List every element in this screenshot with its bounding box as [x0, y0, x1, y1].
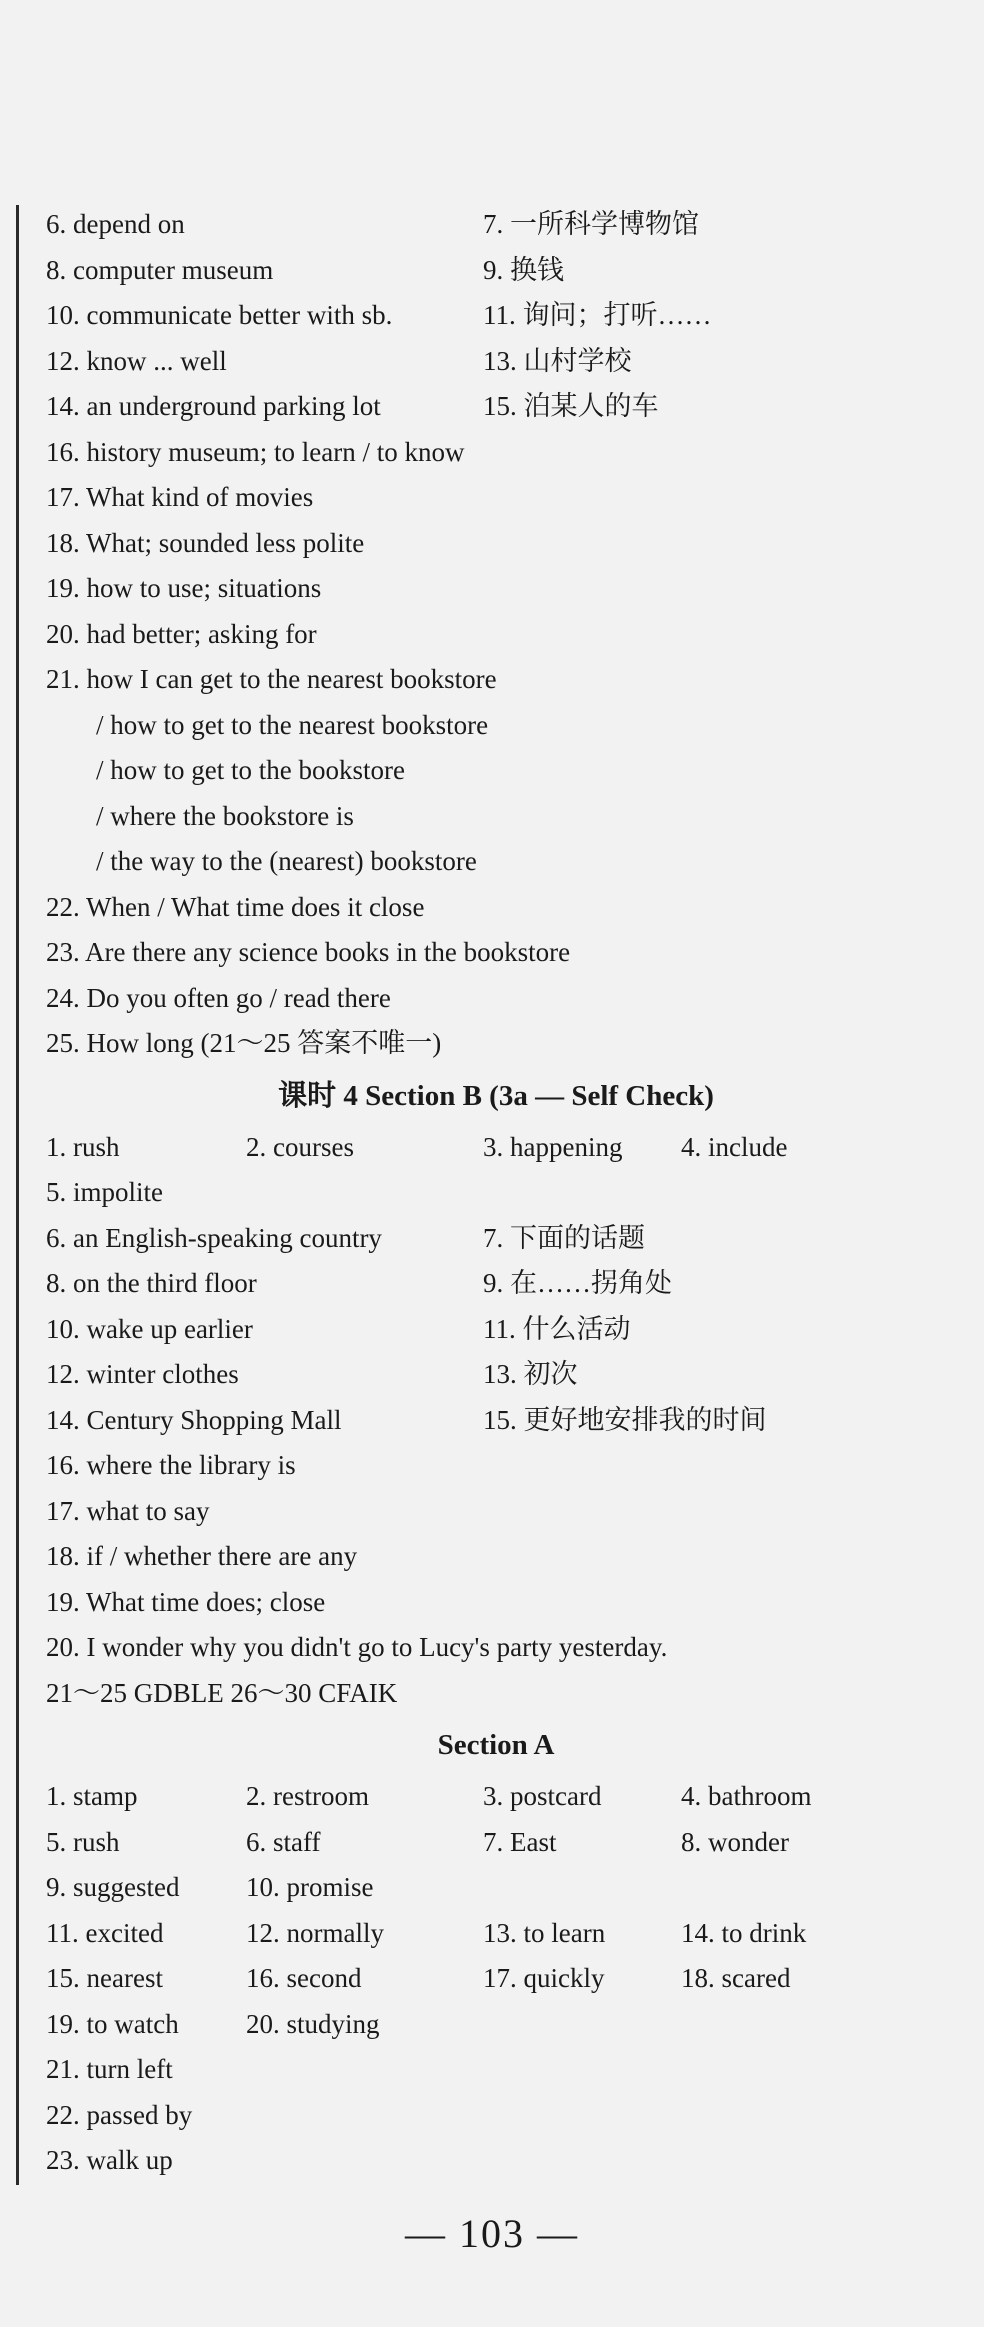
answer-item: 19. What time does; close: [46, 1586, 326, 1617]
answer-row: [46, 1820, 946, 1866]
answer-row: [46, 1125, 946, 1171]
answer-item: 14. to drink: [681, 1917, 807, 1948]
answer-item: 2. courses: [246, 1131, 354, 1162]
answer-item: 8. computer museum: [46, 254, 274, 285]
answer-item: 14. an underground parking lot: [46, 391, 381, 421]
answer-item: 7. 下面的话题: [483, 1222, 645, 1253]
answer-item: 19. how to use; situations: [46, 573, 322, 603]
answer-item: 21. turn left: [46, 2054, 173, 2084]
answer-row: [46, 1352, 946, 1398]
answer-item: 23. walk up: [46, 2145, 173, 2175]
answer-alt-row: [46, 703, 946, 749]
answer-item: 15. 更好地安排我的时间: [483, 1404, 767, 1435]
answer-item: 21. how I can get to the nearest bookstore: [46, 664, 497, 694]
answer-row: [46, 1021, 946, 1067]
answer-alternative: / the way to the (nearest) bookstore: [96, 846, 477, 876]
answer-item: 20. had better; asking for: [46, 618, 317, 649]
answer-item: 18. What; sounded less polite: [46, 527, 365, 558]
answer-item: 4. bathroom: [681, 1781, 812, 1811]
answer-alternative: / where the bookstore is: [96, 800, 354, 831]
answer-row: [46, 1307, 946, 1353]
answer-item: 12. winter clothes: [46, 1359, 239, 1389]
answer-row: [46, 1865, 946, 1911]
answer-item: 13. 初次: [483, 1359, 578, 1389]
answer-item: 7. East: [483, 1826, 557, 1857]
answer-item: 13. 山村学校: [483, 345, 632, 376]
answer-row: [46, 384, 946, 430]
answer-row: [46, 612, 946, 658]
answer-row: [46, 1671, 946, 1717]
answer-item: 9. suggested: [46, 1872, 180, 1902]
answer-item: 15. nearest: [46, 1963, 163, 1993]
answer-row: [46, 1261, 946, 1307]
answer-item: 16. where the library is: [46, 1450, 296, 1480]
answer-row: [46, 1774, 946, 1820]
answer-item: 6. an English-speaking country: [46, 1222, 382, 1253]
answer-item: 7. 一所科学博物馆: [483, 209, 699, 239]
answer-item: 5. rush: [46, 1826, 120, 1857]
answer-row: [46, 430, 946, 476]
answer-row: [46, 1534, 946, 1580]
answer-item: 11. excited: [46, 1917, 164, 1948]
answer-row: [46, 1911, 946, 1957]
answer-row: [46, 1625, 946, 1671]
answer-row: [46, 2138, 946, 2184]
answer-item: 13. to learn: [483, 1917, 606, 1948]
answer-row: [46, 2002, 946, 2048]
answer-row: [46, 202, 946, 248]
answer-item: 3. happening: [483, 1131, 623, 1162]
answer-item: 20. studying: [246, 2008, 380, 2039]
answer-item: 16. second: [246, 1963, 362, 1993]
answer-row: [46, 521, 946, 567]
answer-item: 5. impolite: [46, 1177, 163, 1207]
answer-row: [46, 339, 946, 385]
answer-item: 23. Are there any science books in the bookstore: [46, 937, 571, 967]
answer-alternative: / how to get to the nearest bookstore: [96, 709, 489, 740]
answer-item: 19. to watch: [46, 2008, 179, 2039]
answer-item: 18. if / whether there are any: [46, 1541, 358, 1571]
answer-item: 18. scared: [681, 1963, 791, 1993]
answer-item: 17. what to say: [46, 1495, 210, 1526]
answer-item: 1. stamp: [46, 1781, 138, 1811]
answer-item: 17. quickly: [483, 1963, 605, 1993]
answer-item: 6. staff: [246, 1826, 321, 1857]
answer-item: 12. know ... well: [46, 345, 227, 376]
answer-item: 2. restroom: [246, 1781, 369, 1811]
answer-item: 10. communicate better with sb.: [46, 300, 393, 330]
answer-item: 25. How long (21～25 答案不唯一): [46, 1028, 442, 1058]
answer-alt-row: [46, 839, 946, 885]
answer-item: 22. When / What time does it close: [46, 891, 425, 922]
answer-row: [46, 1443, 946, 1489]
answer-row: [46, 1216, 946, 1262]
answer-row: [46, 1580, 946, 1626]
answer-content: [46, 202, 946, 2184]
answer-item: 21～25 GDBLE 26～30 CFAIK: [46, 1677, 398, 1708]
answer-item: 10. promise: [246, 1872, 374, 1902]
answer-row: [46, 1398, 946, 1444]
answer-item: 14. Century Shopping Mall: [46, 1404, 342, 1435]
answer-item: 9. 换钱: [483, 254, 564, 285]
page-number: — 103 —: [405, 2211, 579, 2256]
answer-row: [46, 293, 946, 339]
answer-item: 11. 什么活动: [483, 1313, 631, 1344]
answer-row: [46, 248, 946, 294]
answer-item: 20. I wonder why you didn't go to Lucy's party yesterday.: [46, 1632, 668, 1662]
answer-item: 11. 询问；打听……: [483, 300, 712, 330]
answer-row: [46, 1170, 946, 1216]
section-a-heading: Section A: [437, 1729, 555, 1761]
answer-row: [46, 657, 946, 703]
answer-item: 16. history museum; to learn / to know: [46, 436, 465, 467]
answer-alternative: / how to get to the bookstore: [96, 755, 405, 785]
answer-item: 4. include: [681, 1131, 788, 1162]
answer-row: [46, 2047, 946, 2093]
answer-item: 24. Do you often go / read there: [46, 982, 391, 1013]
answer-item: 10. wake up earlier: [46, 1313, 253, 1344]
answer-row: [46, 1489, 946, 1535]
answer-item: 6. depend on: [46, 209, 185, 239]
answer-item: 8. on the third floor: [46, 1268, 257, 1298]
answer-item: 3. postcard: [483, 1781, 602, 1811]
answer-item: 17. What kind of movies: [46, 482, 314, 512]
answer-row: [46, 976, 946, 1022]
answer-item: 9. 在……拐角处: [483, 1268, 672, 1298]
answer-row: [46, 475, 946, 521]
answer-item: 12. normally: [246, 1917, 384, 1948]
answer-row: [46, 885, 946, 931]
answer-row: [46, 2093, 946, 2139]
answer-item: 8. wonder: [681, 1826, 789, 1857]
section-b-heading: 课时 4 Section B (3a — Self Check): [278, 1079, 714, 1112]
answer-item: 15. 泊某人的车: [483, 391, 659, 421]
answer-alt-row: [46, 748, 946, 794]
answer-item: 22. passed by: [46, 2099, 193, 2130]
answer-row: [46, 1956, 946, 2002]
answer-row: [46, 930, 946, 976]
answer-alt-row: [46, 794, 946, 840]
answer-row: [46, 566, 946, 612]
left-margin-rule: [16, 205, 19, 2185]
answer-item: 1. rush: [46, 1131, 120, 1162]
